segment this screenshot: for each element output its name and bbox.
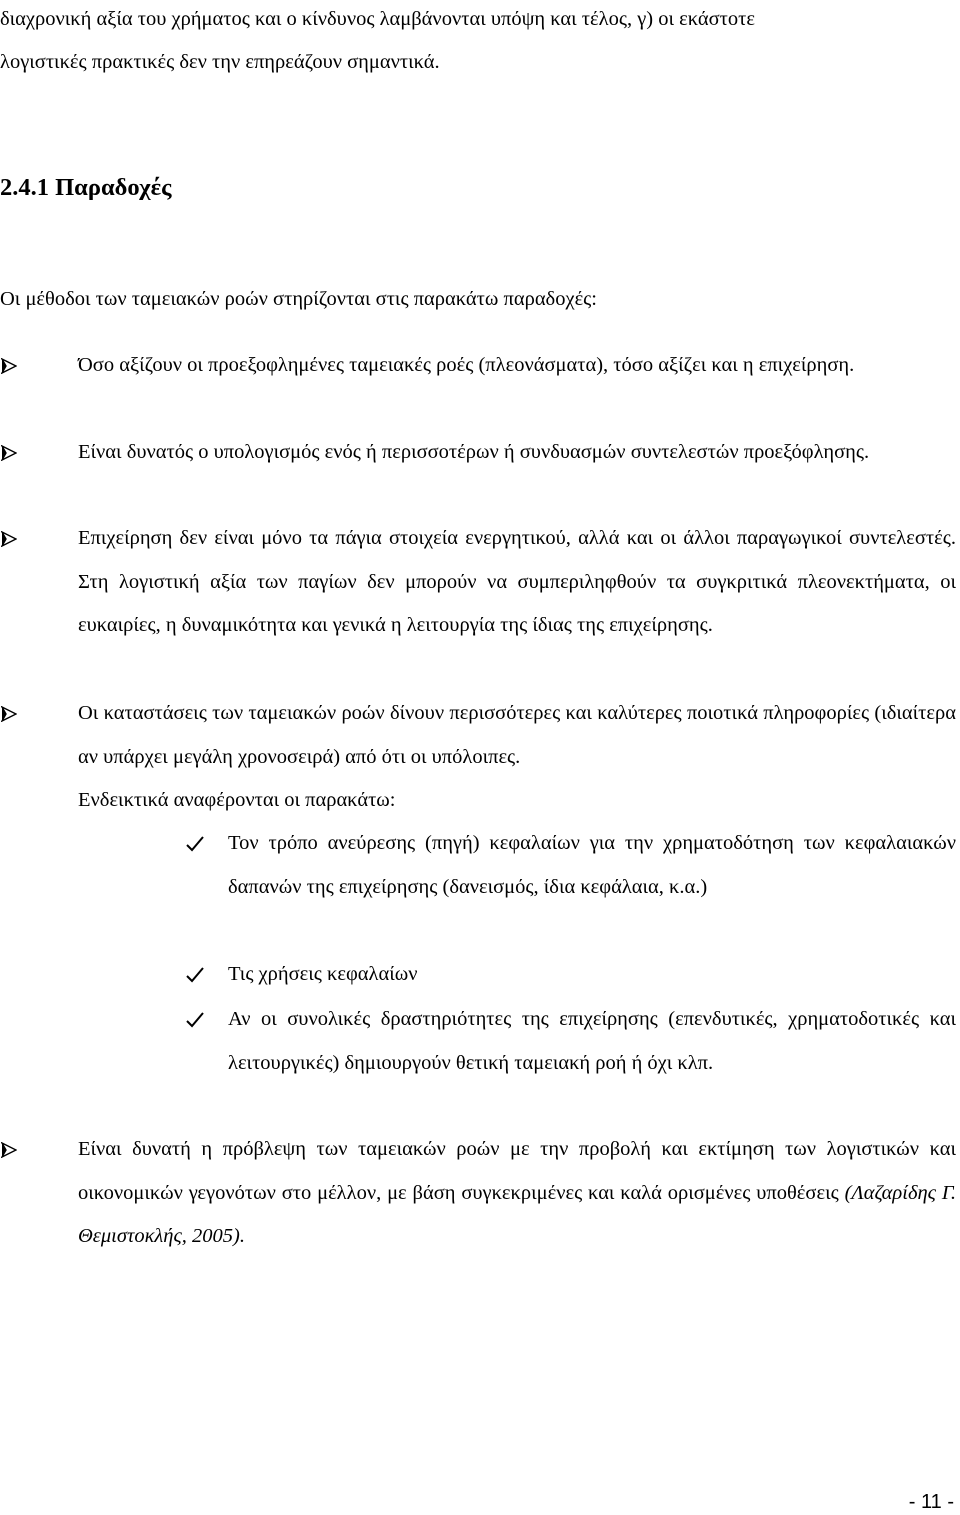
check-item-3 (0, 998, 956, 1085)
arrow-bullet-icon (1, 692, 23, 736)
bullet-text: Οι καταστάσεις των ταμειακών ροών δίνουν περισσότερες και καλύτερες ποιοτικά πληροφορίες (ιδιαίτερα αν υπάρχει μεγάλη χρονοσειρά) από ότι οι υπόλοιπες. (78, 702, 956, 768)
page-number: - 11 - (908, 1491, 954, 1513)
intro-line-2: λογιστικές πρακτικές δεν την επηρεάζουν σημαντικά. (0, 51, 440, 73)
arrow-bullet-icon (1, 1128, 23, 1172)
intro-line-1: διαχρονική αξία του χρήματος και ο κίνδυνος λαμβάνονται υπόψη και τέλος, γ) οι εκάστοτε (0, 8, 755, 30)
section-lead: Οι μέθοδοι των ταμειακών ροών στηρίζονται στις παρακάτω παραδοχές: (0, 288, 597, 310)
checkmark-icon (186, 998, 210, 1042)
bullet-item-4 (0, 692, 956, 779)
bullet-3-body: Επιχείρηση δεν είναι μόνο τα πάγια στοιχεία ενεργητικού, αλλά και οι άλλοι παραγωγικοί συντελεστές. Στη λογιστική αξία των παγίων δεν μπορούν να συμπεριληφθούν τα συγκριτικά πλεονεκτήματα, οι ευκαιρίες, η δυναμικότητα και γενικά η λειτουργία της ίδιας της επιχείρησης. (78, 527, 956, 636)
check-text: Τις χρήσεις κεφαλαίων (228, 963, 418, 985)
arrow-bullet-icon (1, 517, 23, 561)
bullet-item-1 (0, 344, 956, 388)
bullet-item-3 (0, 517, 956, 648)
bullet-text: Είναι δυνατός ο υπολογισμός ενός ή περισσοτέρων ή συνδυασμών συντελεστών προεξόφλησης. (78, 441, 870, 463)
check-item-1 (0, 822, 956, 909)
arrow-bullet-icon (1, 344, 23, 388)
check-text: Αν οι συνολικές δραστηριότητες της επιχείρησης (επενδυτικές, χρηματοδοτικές και λειτουργικές) δημιουργούν θετική ταμειακή ροή ή όχι κλπ. (228, 1008, 956, 1074)
checkmark-icon (186, 953, 210, 997)
bullet-text: Όσο αξίζουν οι προεξοφλημένες ταμειακές ροές (πλεονάσματα), τόσο αξίζει και η επιχείρηση. (78, 354, 855, 376)
check-text: Τον τρόπο ανεύρεσης (πηγή) κεφαλαίων για την χρηματοδότηση των κεφαλαιακών δαπανών της επιχείρησης (δανεισμός, ίδια κεφάλαια, κ.α.) (228, 832, 956, 898)
bullet-item-5 (0, 1128, 956, 1259)
bullet-item-2 (0, 431, 956, 475)
checkmark-icon (186, 822, 210, 866)
check-item-2 (0, 953, 956, 997)
bullet-text (78, 1128, 956, 1259)
bullet-4-continuation: Ενδεικτικά αναφέρονται οι παρακάτω: (78, 789, 396, 811)
bullet-text (0, 517, 956, 648)
section-heading: 2.4.1 Παραδοχές (0, 174, 172, 201)
final-bullet-body: Είναι δυνατή η πρόβλεψη των ταμειακών ροών με την προβολή και εκτίμηση των λογιστικών και οικονομικών γεγονότων στο μέλλον, με βάση συγκεκριμένες και καλά ορισμένες υποθέσεις (78, 1138, 956, 1204)
citation: (Λαζαρίδης Γ. Θεμιστοκλής, 2005). (78, 1181, 956, 1247)
arrow-bullet-icon (1, 431, 23, 475)
